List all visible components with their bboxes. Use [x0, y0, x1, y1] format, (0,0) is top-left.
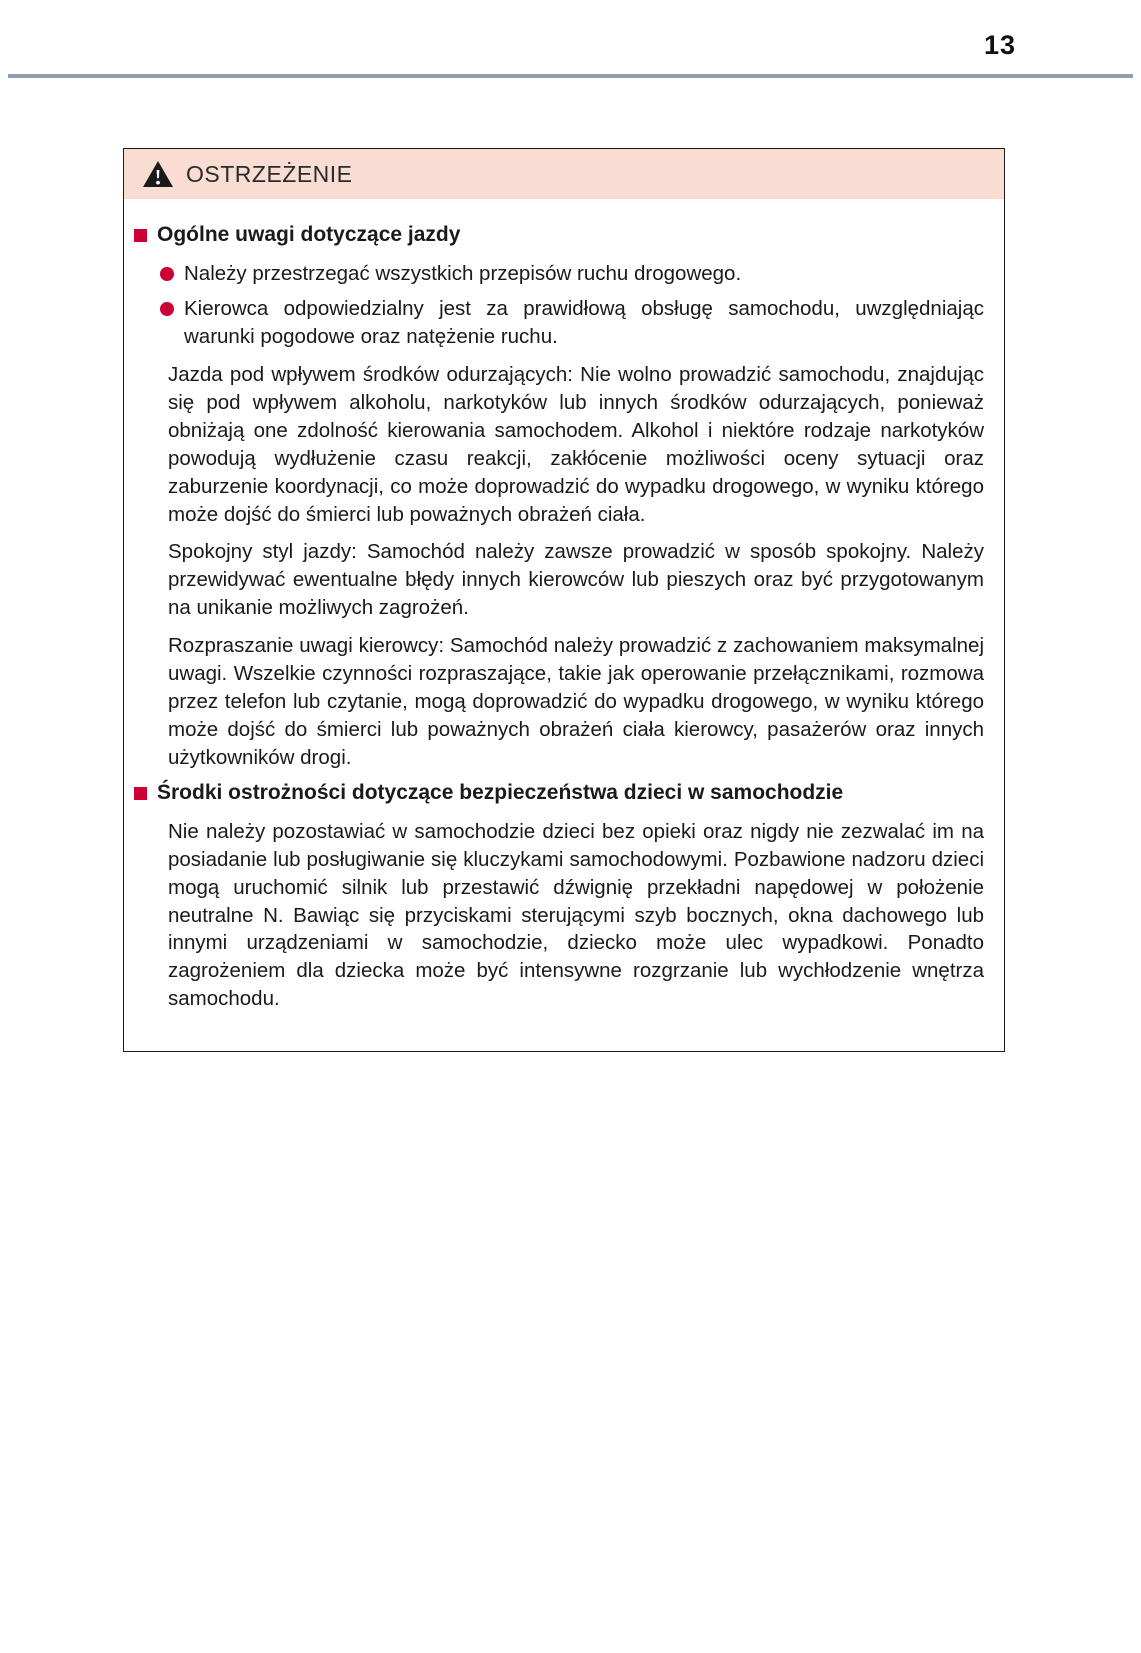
paragraph-children-unattended: Nie należy pozostawiać w samochodzie dzieci bez opieki oraz nigdy nie zezwalać im na posiadanie lub posługiwanie się kluczykami samochodowymi. Pozbawione nadzoru dzieci mogą uruchomić silnik lub przestawić dźwignię przekładni napędowej w położenie neutralne N. Bawiąc się przyciskami sterującymi szyb bocznych, okna dachowego lub innymi urządzeniami w samochodzie, dziecko może ulec wypadkowi. Ponadto zagrożeniem dla dziecka może być intensywne rozgrzanie lub wychłodzenie wnętrza samochodu. [168, 819, 984, 1011]
section-general-driving-notes [134, 221, 984, 771]
paragraph-calm-driving-style: Spokojny styl jazdy: Samochód należy zawsze prowadzić w sposób spokojny. Należy przewidywać ewentualne błędy innych kierowców lub pieszych oraz być przygotowanym na unikanie możliwych zagrożeń. [168, 540, 984, 620]
warning-box-body [124, 199, 1004, 1051]
section-heading-text: Środki ostrożności dotyczące bezpieczeństwa dzieci w samochodzie [157, 781, 844, 805]
bullet-text: Należy przestrzegać wszystkich przepisów ruchu drogowego. [184, 261, 742, 285]
red-dot-bullet-icon [160, 302, 174, 316]
section-child-safety-precautions [134, 779, 984, 1013]
paragraph-driver-distraction: Rozpraszanie uwagi kierowcy: Samochód należy prowadzić z zachowaniem maksymalnej uwagi. Wszelkie czynności rozpraszające, takie jak operowanie przełącznikami, rozmowa przez telefon lub czytanie, mogą doprowadzić do wypadku drogowego, w wyniku którego może dojść do śmierci lub poważnych obrażeń ciała kierowcy, pasażerów oraz innych użytkowników drogi. [168, 634, 984, 769]
section-heading-text: Ogólne uwagi dotyczące jazdy [157, 223, 461, 246]
red-square-bullet-icon [134, 787, 147, 800]
bullet-text: Kierowca odpowiedzialny jest za prawidłową obsługę samochodu, uwzględniając warunki pogodowe oraz natężenie ruchu. [184, 297, 984, 349]
warning-box-title: OSTRZEŻENIE [186, 160, 353, 187]
section-heading [134, 779, 984, 808]
top-divider-rule [8, 74, 1133, 78]
paragraph-driving-under-influence: Jazda pod wpływem środków odurzających: Nie wolno prowadzić samochodu, znajdując się pod wpływem alkoholu, narkotyków lub innych środków odurzających, ponieważ obniżają one zdolność kierowania samochodem. Alkohol i niektóre rodzaje narkotyków powodują wydłużenie czasu reakcji, zakłócenie możliwości oceny sytuacji oraz zaburzenie koordynacji, co może doprowadzić do wypadku drogowego, w wyniku którego może dojść do śmierci lub poważnych obrażeń ciała. [168, 363, 984, 526]
page-number: 13 [983, 30, 1016, 60]
warning-triangle-icon [142, 160, 174, 188]
red-square-bullet-icon [134, 229, 147, 242]
warning-box [123, 148, 1005, 1052]
red-dot-bullet-icon [160, 267, 174, 281]
bullet-item [160, 295, 984, 351]
bullet-item [160, 260, 984, 288]
section-heading [134, 221, 984, 250]
warning-box-header [124, 149, 1004, 199]
